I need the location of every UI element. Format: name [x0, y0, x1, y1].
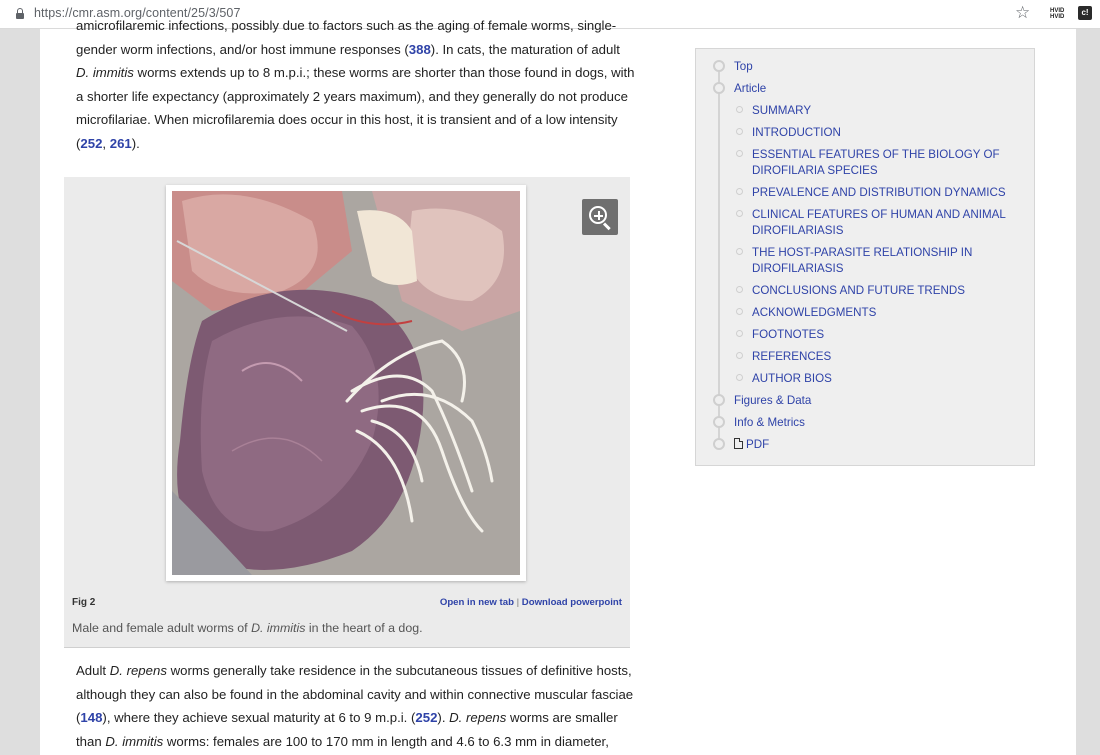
- nav-top[interactable]: Top: [734, 60, 753, 73]
- lock-icon: [16, 8, 24, 19]
- nav-author-bios[interactable]: AUTHOR BIOS: [752, 372, 832, 385]
- ref-link-388[interactable]: 388: [408, 41, 431, 57]
- heart-photo: [172, 191, 520, 575]
- ref-link-252[interactable]: 252: [80, 135, 103, 151]
- hvid-extension-icon[interactable]: HVID HVID: [1050, 8, 1065, 20]
- timeline-subdot-icon: [736, 308, 743, 315]
- nav-info-metrics[interactable]: Info & Metrics: [734, 416, 805, 429]
- nav-introduction[interactable]: INTRODUCTION: [752, 126, 841, 139]
- timeline-line: [718, 67, 720, 443]
- figure-image[interactable]: [166, 185, 526, 581]
- extension-icon[interactable]: c!: [1078, 6, 1092, 20]
- nav-clinical-features-cont[interactable]: DIROFILARIASIS: [752, 224, 844, 237]
- nav-host-parasite[interactable]: THE HOST-PARASITE RELATIONSHIP IN: [752, 246, 973, 259]
- download-powerpoint-link[interactable]: Download powerpoint: [521, 597, 622, 608]
- timeline-subdot-icon: [736, 352, 743, 359]
- nav-essential-features-cont[interactable]: DIROFILARIA SPECIES: [752, 164, 878, 177]
- figure-links: [440, 597, 622, 608]
- timeline-dot-icon: [713, 416, 725, 428]
- nav-clinical-features[interactable]: CLINICAL FEATURES OF HUMAN AND ANIMAL: [752, 208, 1006, 221]
- paragraph-maturation: amicrofilaremic infections, possibly due to factors such as the aging of female worms, single- gender worm infections, and/or host immune responses (388). In cats, the maturation of adult D. immitis worms extends up to 8 m.p.i.; these worms are shorter than those found in dogs, with a shorter life expectancy (approximately 2 years maximum), and they generally do not produce microfilariae. When microfilaremia does occur in this host, it is transient and of a low intensity (252, 261).: [76, 18, 635, 151]
- nav-pdf[interactable]: PDF: [734, 437, 769, 453]
- open-in-new-tab-link[interactable]: Open in new tab: [439, 597, 514, 608]
- bookmark-star-icon[interactable]: ☆: [1015, 3, 1031, 22]
- ref-link-261[interactable]: 261: [109, 135, 132, 151]
- link-separator: |: [516, 597, 520, 608]
- nav-acknowledgments[interactable]: ACKNOWLEDGMENTS: [752, 306, 877, 319]
- figure-label: Fig 2: [72, 597, 96, 608]
- nav-summary[interactable]: SUMMARY: [752, 104, 812, 117]
- nav-article[interactable]: Article: [734, 82, 767, 95]
- figure-2: [64, 177, 630, 648]
- paragraph-d-repens: Adult D. repens worms generally take residence in the subcutaneous tissues of definitive hosts, although they can also be found in the abdominal cavity and within connective muscular fasciae (148), where they achieve sexual maturity at 6 to 9 m.p.i. (252). D. repens worms are smaller than D. immitis worms: females are 100 to 170 mm in length and 4.6 to 6.3 mm in diameter,: [76, 663, 634, 749]
- pdf-file-icon: [734, 438, 743, 449]
- nav-essential-features[interactable]: ESSENTIAL FEATURES OF THE BIOLOGY OF: [752, 148, 1000, 161]
- timeline-subdot-icon: [736, 106, 743, 113]
- ref-link-148[interactable]: 148: [80, 710, 103, 726]
- timeline-subdot-icon: [736, 374, 743, 381]
- figure-caption: Male and female adult worms of D. immitis in the heart of a dog.: [72, 621, 423, 635]
- nav-figures-data[interactable]: Figures & Data: [734, 394, 812, 407]
- timeline-subdot-icon: [736, 210, 743, 217]
- timeline-dot-icon: [713, 438, 725, 450]
- timeline-subdot-icon: [736, 128, 743, 135]
- nav-conclusions[interactable]: CONCLUSIONS AND FUTURE TRENDS: [752, 284, 966, 297]
- timeline-dot-icon: [713, 60, 725, 72]
- nav-references[interactable]: REFERENCES: [752, 350, 832, 363]
- nav-host-parasite-cont[interactable]: DIROFILARIASIS: [752, 262, 844, 275]
- timeline-subdot-icon: [736, 286, 743, 293]
- article-sidenav: [695, 48, 1035, 466]
- timeline-subdot-icon: [736, 330, 743, 337]
- timeline-subdot-icon: [736, 248, 743, 255]
- article-page: [40, 18, 1076, 755]
- ref-link-252-b[interactable]: 252: [415, 710, 438, 726]
- timeline-dot-icon: [713, 82, 725, 94]
- timeline-dot-icon: [713, 394, 725, 406]
- url-text[interactable]: https://cmr.asm.org/content/25/3/507: [34, 6, 241, 20]
- timeline-subdot-icon: [736, 150, 743, 157]
- nav-footnotes[interactable]: FOOTNOTES: [752, 328, 825, 341]
- nav-prevalence[interactable]: PREVALENCE AND DISTRIBUTION DYNAMICS: [752, 186, 1006, 199]
- timeline-subdot-icon: [736, 188, 743, 195]
- zoom-in-icon[interactable]: [582, 199, 618, 235]
